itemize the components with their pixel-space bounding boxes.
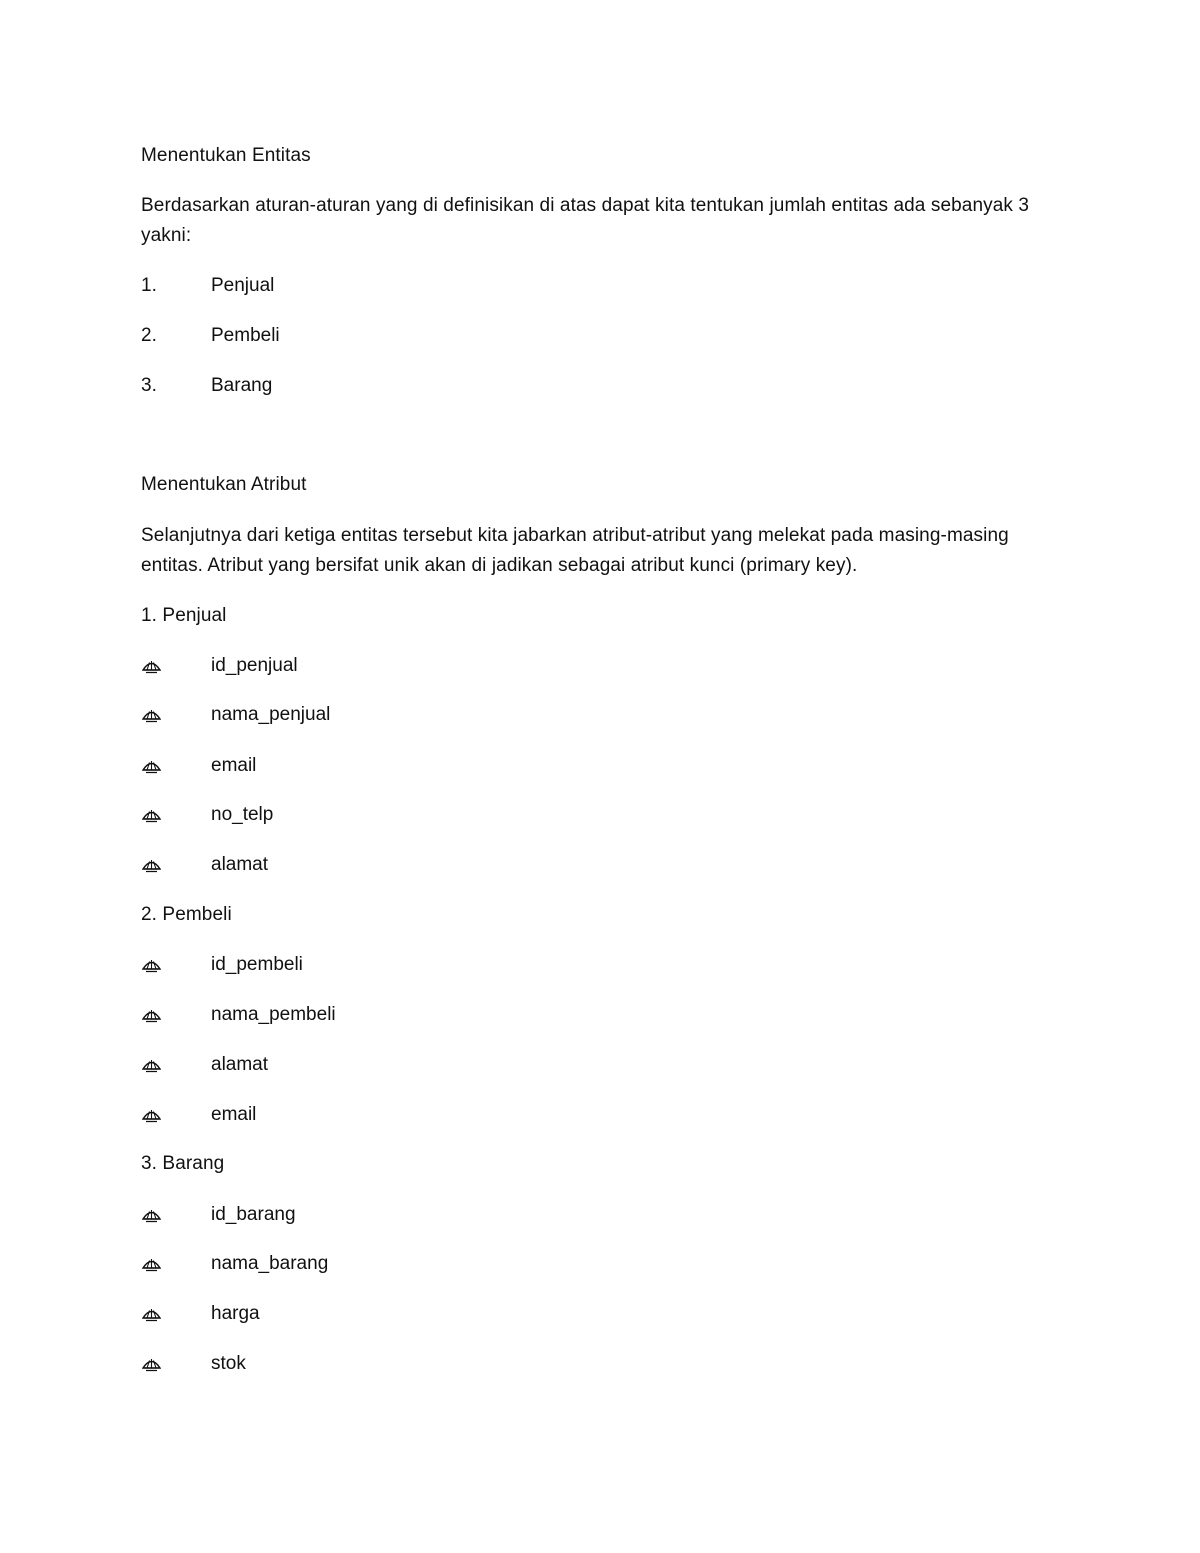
- list-item-label: Penjual: [211, 275, 275, 296]
- group-title-penjual: 1. Penjual: [141, 605, 227, 626]
- attribute-label: email: [211, 1104, 257, 1125]
- attribute-label: nama_penjual: [211, 704, 331, 725]
- list-number: 1.: [141, 275, 157, 296]
- intro-entitas-paragraph: Berdasarkan aturan-aturan yang di definisikan di atas dapat kita tentukan jumlah entitas ada sebanyak 3 yakni:: [141, 195, 1030, 246]
- attribute-label: no_telp: [211, 804, 274, 825]
- group-title-pembeli: 2. Pembeli: [141, 904, 232, 925]
- list-number: 3.: [141, 375, 157, 396]
- attribute-label: email: [211, 755, 257, 776]
- list-item-label: Pembeli: [211, 325, 280, 346]
- attribute-label: nama_pembeli: [211, 1004, 336, 1025]
- attribute-label: alamat: [211, 854, 269, 875]
- list-item-label: Barang: [211, 375, 273, 396]
- intro-atribut-paragraph: Selanjutnya dari ketiga entitas tersebut kita jabarkan atribut-atribut yang melekat pada masing-masing entitas. Atribut yang bersifat unik akan di jadikan sebagai atribut kunci (primary key).: [141, 525, 1009, 576]
- attribute-label: alamat: [211, 1054, 269, 1075]
- attribute-label: nama_barang: [211, 1253, 329, 1274]
- list-number: 2.: [141, 325, 157, 346]
- heading-atribut: Menentukan Atribut: [141, 474, 307, 495]
- attribute-label: stok: [211, 1353, 246, 1374]
- group-title-barang: 3. Barang: [141, 1153, 225, 1174]
- attribute-label: harga: [211, 1303, 260, 1324]
- attribute-label: id_pembeli: [211, 954, 303, 975]
- attribute-label: id_barang: [211, 1204, 296, 1225]
- heading-entitas: Menentukan Entitas: [141, 145, 311, 166]
- attribute-label: id_penjual: [211, 655, 298, 676]
